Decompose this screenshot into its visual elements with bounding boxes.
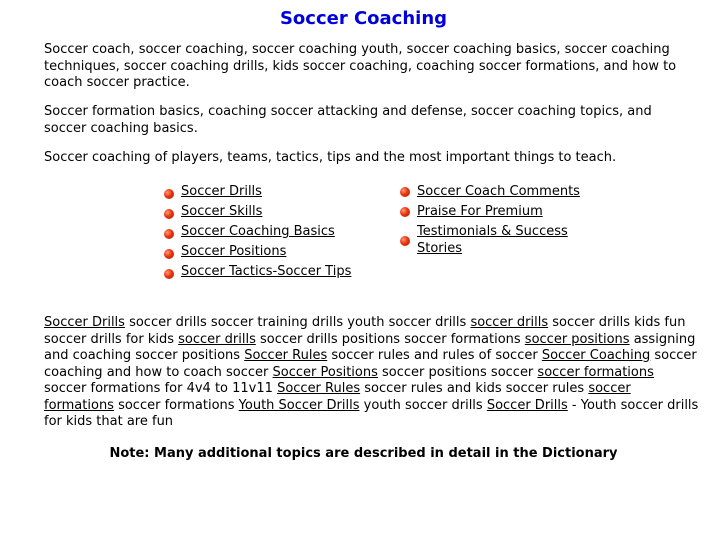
link-soccer-drills-inline[interactable]: Soccer Drills bbox=[44, 315, 125, 330]
intro-paragraph-2: Soccer formation basics, coaching soccer attacking and defense, soccer coaching topics, and soccer coaching basics. bbox=[44, 104, 652, 136]
dictionary-note: Note: Many additional topics are described in detail in the Dictionary bbox=[109, 446, 618, 461]
red-ball-bullet-icon bbox=[400, 207, 410, 217]
text-segment: soccer drills positions soccer formations bbox=[255, 331, 525, 347]
link-youth-soccer-drills-inline[interactable]: Youth Soccer Drills bbox=[238, 397, 360, 413]
link-soccer-drills-inline[interactable]: Soccer Drills bbox=[486, 397, 568, 413]
text-segment: soccer drills soccer training drills youth soccer drills bbox=[124, 315, 471, 330]
text-segment: assigning and coaching soccer positions bbox=[44, 331, 696, 363]
red-ball-bullet-icon bbox=[164, 249, 174, 259]
menu-left-column bbox=[163, 184, 383, 284]
menu-item-soccer-positions bbox=[163, 244, 383, 264]
link-testimonials-success-stories[interactable]: Testimonials & Success Stories bbox=[417, 224, 568, 256]
link-soccer-coaching-inline[interactable]: Soccer Coaching bbox=[541, 348, 651, 363]
menu-item-praise-premium bbox=[399, 204, 584, 221]
red-ball-bullet-icon bbox=[164, 189, 174, 199]
link-soccer-rules-inline[interactable]: Soccer Rules bbox=[244, 348, 328, 363]
text-segment: soccer drills kids fun soccer drills for kids bbox=[44, 315, 686, 347]
red-ball-bullet-icon bbox=[164, 209, 174, 219]
text-segment: soccer coaching and how to coach soccer bbox=[44, 348, 697, 380]
menu-item-soccer-skills bbox=[163, 204, 383, 224]
page-title: Soccer Coaching bbox=[279, 8, 448, 29]
text-segment: youth soccer drills bbox=[359, 397, 487, 413]
red-ball-bullet-icon bbox=[400, 187, 410, 197]
red-ball-bullet-icon bbox=[164, 229, 174, 239]
menu-right-column bbox=[399, 184, 584, 261]
intro-paragraph-3: Soccer coaching of players, teams, tactics, tips and the most important things to teach. bbox=[44, 150, 617, 165]
red-ball-bullet-icon bbox=[400, 236, 410, 246]
menu-item-coach-comments bbox=[399, 184, 584, 201]
link-soccer-rules-inline[interactable]: Soccer Rules bbox=[277, 381, 361, 396]
menu-item-testimonials bbox=[399, 224, 584, 257]
text-segment: soccer rules and rules of soccer bbox=[327, 348, 542, 363]
link-soccer-tactics-tips[interactable]: Soccer Tactics-Soccer Tips bbox=[181, 264, 352, 279]
menu-item-soccer-tactics bbox=[163, 264, 383, 284]
link-soccer-drills-inline[interactable]: soccer drills bbox=[178, 331, 256, 347]
text-segment: - Youth soccer drills for kids that are fun bbox=[44, 397, 699, 429]
menu-item-soccer-drills bbox=[163, 184, 383, 204]
text-segment: soccer formations for 4v4 to 11v11 bbox=[44, 381, 278, 396]
menu-item-soccer-coaching-basics bbox=[163, 224, 383, 244]
link-soccer-coach-comments[interactable]: Soccer Coach Comments bbox=[417, 184, 580, 199]
link-soccer-drills-inline[interactable]: soccer drills bbox=[470, 315, 549, 330]
text-segment: soccer rules and kids soccer rules bbox=[360, 381, 589, 396]
link-soccer-positions-inline[interactable]: soccer positions bbox=[524, 331, 630, 347]
link-soccer-positions-inline[interactable]: Soccer Positions bbox=[272, 364, 378, 380]
link-praise-for-premium[interactable]: Praise For Premium bbox=[417, 204, 543, 219]
keyword-links-paragraph bbox=[44, 315, 699, 431]
text-segment: soccer formations bbox=[113, 397, 239, 413]
intro-paragraph-1: Soccer coach, soccer coaching, soccer coaching youth, soccer coaching basics, soccer coaching techniques, soccer coaching drills, kids soccer coaching, coaching soccer formations, and how to coach soccer practice. bbox=[44, 42, 677, 90]
link-soccer-formations-inline[interactable]: soccer formations bbox=[44, 381, 631, 413]
link-soccer-drills[interactable]: Soccer Drills bbox=[181, 184, 262, 199]
text-segment: soccer positions soccer bbox=[377, 364, 538, 380]
link-soccer-positions[interactable]: Soccer Positions bbox=[181, 244, 287, 259]
link-soccer-coaching-basics[interactable]: Soccer Coaching Basics bbox=[181, 224, 335, 239]
red-ball-bullet-icon bbox=[164, 269, 174, 279]
link-soccer-skills[interactable]: Soccer Skills bbox=[181, 204, 263, 219]
link-soccer-formations-inline[interactable]: soccer formations bbox=[537, 364, 654, 380]
